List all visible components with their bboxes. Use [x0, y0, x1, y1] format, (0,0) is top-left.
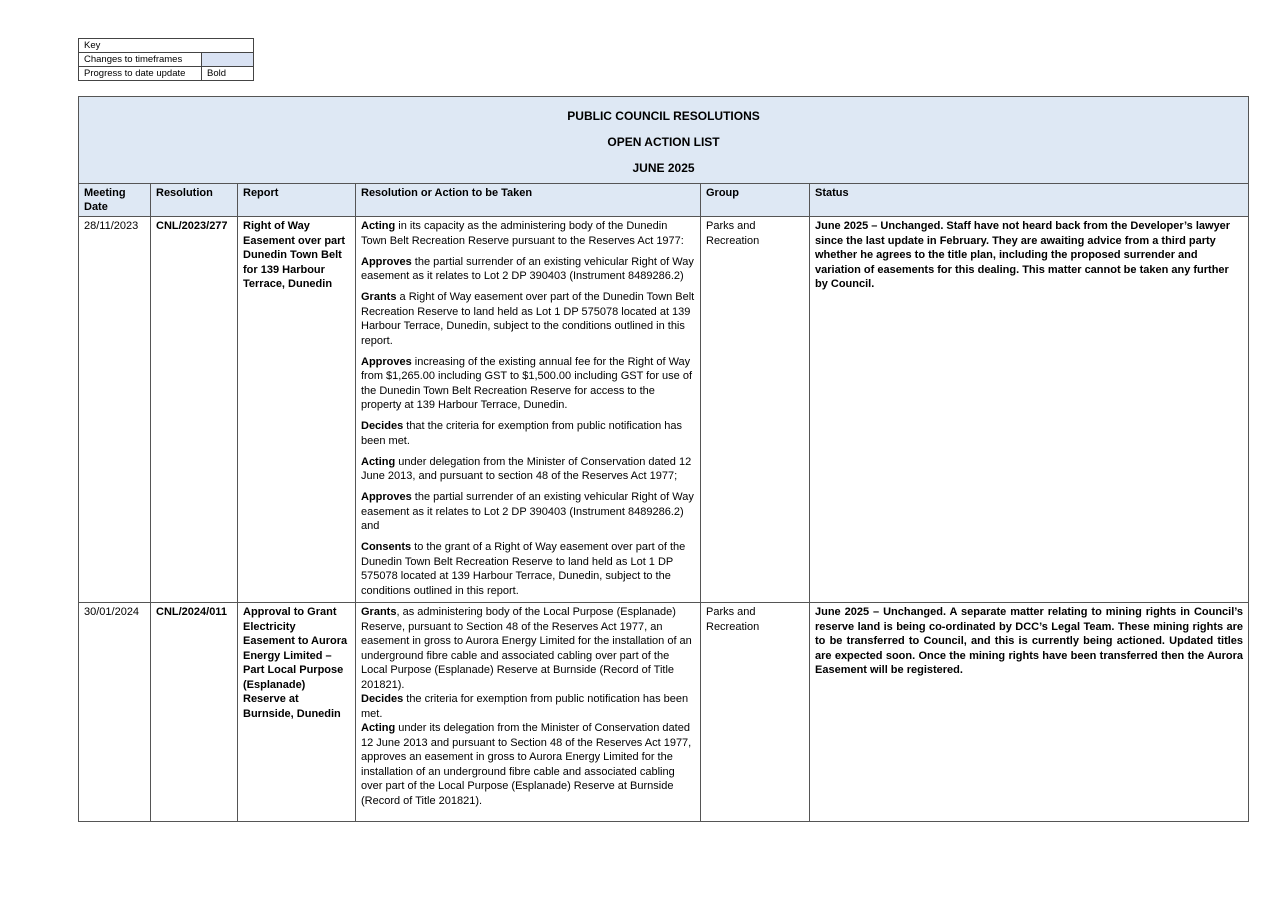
- document-period: JUNE 2025: [632, 161, 695, 175]
- column-header-resolution: Resolution: [151, 184, 238, 217]
- column-header-group: Group: [701, 184, 810, 217]
- action-paragraph: Consents to the grant of a Right of Way easement over part of the Dunedin Town Belt Recreation Reserve to land held as Lot 1 DP 575078 located at 139 Harbour Terrace, Dunedin, subject to the conditions outlined in this report.: [361, 541, 686, 597]
- action-paragraph: Acting under delegation from the Minister of Conservation dated 12 June 2013, and pursuant to section 48 of the Reserves Act 1977;: [361, 455, 692, 482]
- resolution-number: CNL/2023/277: [151, 217, 238, 603]
- action-cell: [356, 217, 701, 603]
- group: Parks and Recreation: [701, 603, 810, 822]
- action-paragraph: Approves the partial surrender of an existing vehicular Right of Way easement as it relates to Lot 2 DP 390403 (Instrument 8489286.2): [361, 255, 694, 282]
- key-label: Progress to date update: [79, 67, 202, 81]
- document-title: PUBLIC COUNCIL RESOLUTIONS: [567, 109, 760, 123]
- column-header-status: Status: [810, 184, 1249, 217]
- action-paragraph: Approves the partial surrender of an existing vehicular Right of Way easement as it relates to Lot 2 DP 390403 (Instrument 8489286.2) and: [361, 491, 694, 532]
- column-header-meeting-date: Meeting Date: [79, 184, 151, 217]
- resolution-number: CNL/2024/011: [151, 603, 238, 822]
- key-title-row: [79, 39, 254, 53]
- action-paragraph: Grants a Right of Way easement over part of the Dunedin Town Belt Recreation Reserve to land held as Lot 1 DP 575078 located at 139 Harbour Terrace, Dunedin, subject to the conditions outlined in this report.: [361, 291, 695, 347]
- report-title: Approval to Grant Electricity Easement to Aurora Energy Limited – Part Local Purpose (Esplanade) Reserve at Burnside, Dunedin: [238, 603, 356, 822]
- key-row: [79, 53, 254, 67]
- action-paragraph: Decides the criteria for exemption from public notification has been met.: [361, 693, 689, 720]
- action-paragraph: Acting under its delegation from the Minister of Conservation dated 12 June 2013 and pursuant to Section 48 of the Reserves Act 1977, approves an easement in gross to Aurora Energy Limited for the installation of an underground fibre cable and associated cabling over part of the Local Purpose (Esplanade) Reserve at Burnside (Record of Title 201821).: [361, 722, 692, 807]
- action-paragraph: Acting in its capacity as the administering body of the Dunedin Town Belt Recreation Reserve pursuant to the Reserves Act 1977:: [361, 220, 684, 247]
- key-value: Bold: [202, 67, 254, 81]
- action-paragraph: Grants, as administering body of the Local Purpose (Esplanade) Reserve, pursuant to Section 48 of the Reserves Act 1977, an easement in gross to Aurora Energy Limited for the installation of an underground fibre cable and associated cabling over part of the Local Purpose (Esplanade) Reserve at Burnside (Record of Title 201821).: [361, 606, 692, 691]
- table-row: [79, 217, 1249, 603]
- column-header-action: Resolution or Action to be Taken: [356, 184, 701, 217]
- status: June 2025 – Unchanged. A separate matter relating to mining rights in Council’s reserve land is being co-ordinated by DCC’s Legal Team. These mining rights are to be transferred to Council, and this is currently being actioned. Updated titles are expected soon. Once the mining rights have been transferred then the Aurora Easement will be registered.: [810, 603, 1249, 822]
- title-banner-cell: [79, 97, 1249, 184]
- key-table: [78, 38, 254, 81]
- document-subtitle: OPEN ACTION LIST: [607, 135, 720, 149]
- table-row: [79, 603, 1249, 822]
- status: June 2025 – Unchanged. Staff have not heard back from the Developer’s lawyer since the last update in February. They are awaiting advice from a third party whether he agrees to the title plan, including the proposed surrender and variation of easements for this dealing. This matter cannot be taken any further by Council.: [810, 217, 1249, 603]
- meeting-date: 28/11/2023: [79, 217, 151, 603]
- meeting-date: 30/01/2024: [79, 603, 151, 822]
- key-swatch-timeframes: [202, 53, 254, 67]
- action-cell: [356, 603, 701, 822]
- action-list-table: [78, 96, 1249, 822]
- report-title: Right of Way Easement over part Dunedin Town Belt for 139 Harbour Terrace, Dunedin: [238, 217, 356, 603]
- key-label: Changes to timeframes: [79, 53, 202, 67]
- key-row: [79, 67, 254, 81]
- action-paragraph: Decides that the criteria for exemption from public notification has been met.: [361, 420, 683, 447]
- title-banner: [79, 97, 1249, 184]
- column-header-report: Report: [238, 184, 356, 217]
- key-title: Key: [79, 39, 254, 53]
- action-paragraph: Approves increasing of the existing annual fee for the Right of Way from $1,265.00 including GST to $1,500.00 including GST for use of the Dunedin Town Belt Recreation Reserve for access to the property at 139 Harbour Terrace, Dunedin.: [361, 355, 693, 411]
- column-header-row: [79, 184, 1249, 217]
- group: Parks and Recreation: [701, 217, 810, 603]
